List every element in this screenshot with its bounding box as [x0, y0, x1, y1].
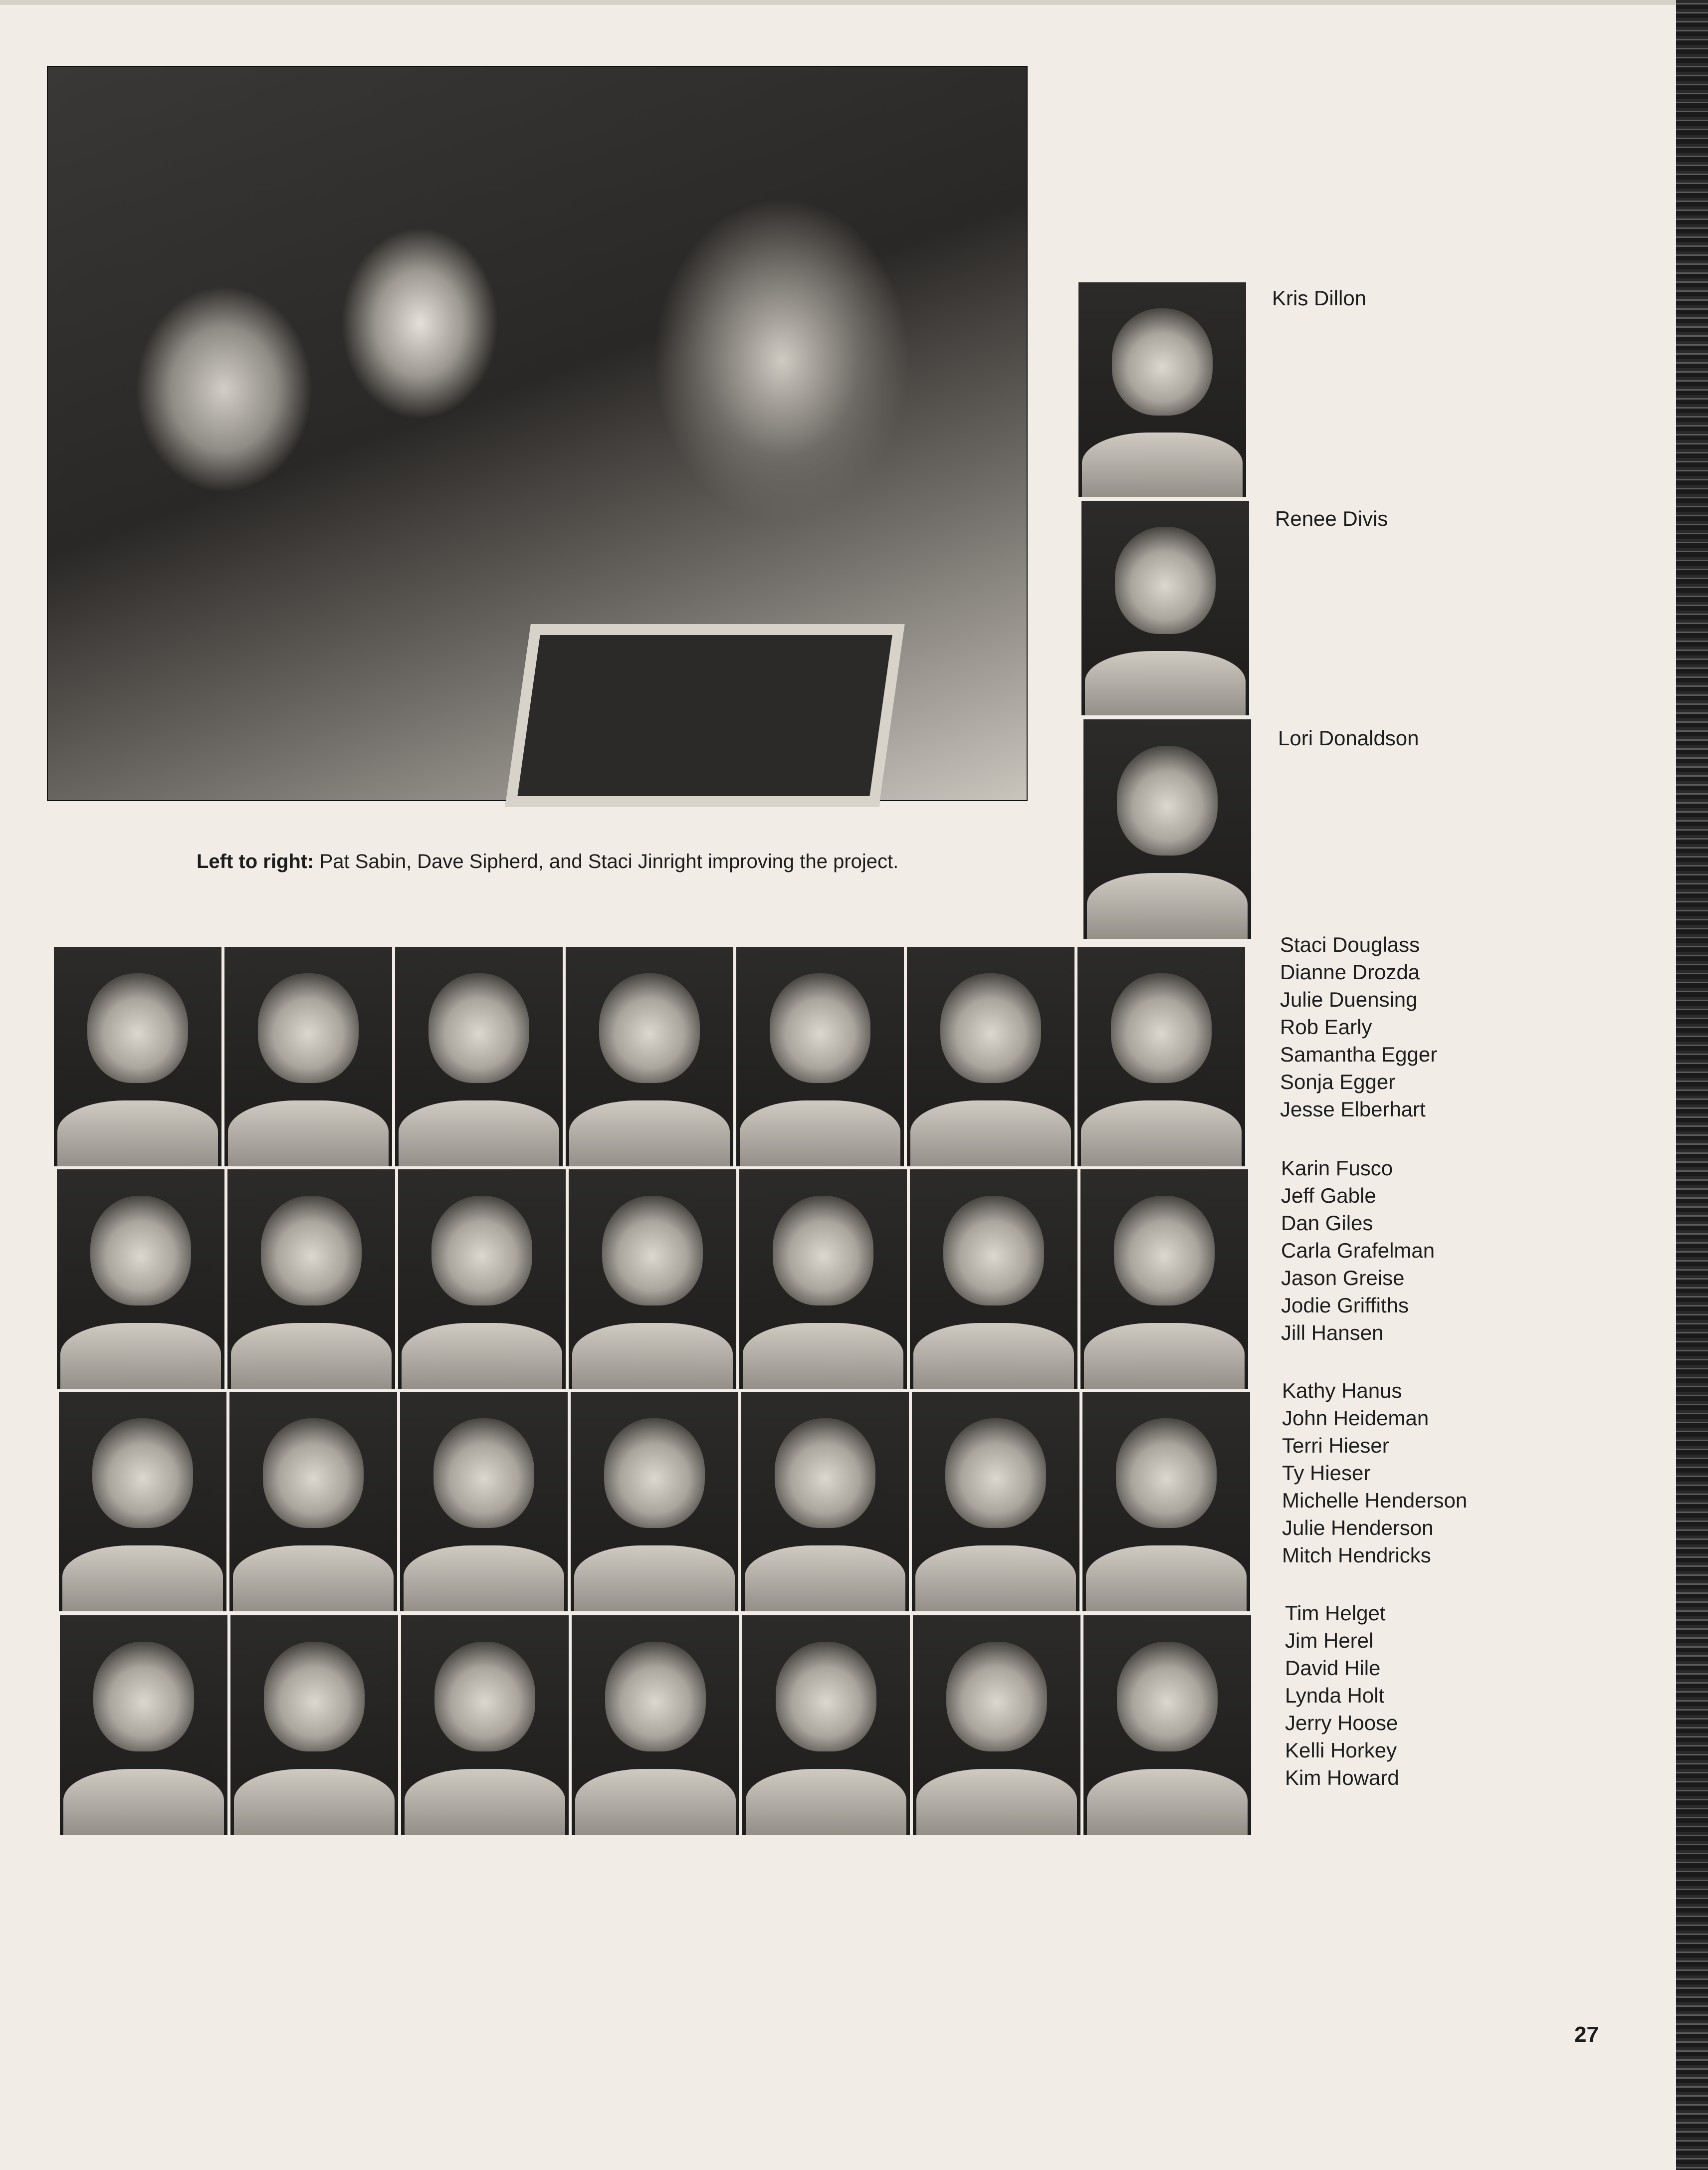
portrait-jodie-griffiths: [910, 1169, 1077, 1389]
list-item: John Heideman: [1282, 1406, 1429, 1430]
portrait-carla-grafelman: [569, 1169, 736, 1389]
name-kris-dillon: Kris Dillon: [1272, 286, 1367, 310]
list-item: Karin Fusco: [1281, 1156, 1393, 1180]
photo-caption: [197, 848, 935, 875]
list-item: Terri Hieser: [1282, 1434, 1389, 1457]
list-item: Dan Giles: [1281, 1211, 1373, 1235]
portrait-staci-douglass: [54, 947, 221, 1166]
portrait-mitch-hendricks: [1082, 1392, 1250, 1611]
page-top-edge: [0, 0, 1676, 5]
portrait-jill-hansen: [1080, 1169, 1248, 1389]
portrait-tim-helget: [60, 1615, 227, 1835]
portrait-karin-fusco: [57, 1169, 224, 1389]
wooden-box: [505, 624, 905, 807]
list-item: David Hile: [1285, 1656, 1381, 1680]
portrait-kelli-horkey: [913, 1615, 1080, 1835]
portrait-dan-giles: [398, 1169, 566, 1389]
name-list-row-4: [1285, 1599, 1399, 1791]
portrait-kim-howard: [1083, 1615, 1251, 1835]
list-item: Tim Helget: [1285, 1601, 1386, 1625]
name-list-row-3: [1282, 1377, 1467, 1569]
portrait-sonja-egger: [907, 947, 1074, 1166]
list-item: Julie Duensing: [1280, 988, 1418, 1011]
caption-text: Pat Sabin, Dave Sipherd, and Staci Jinright improving the project.: [314, 851, 899, 872]
name-lori-donaldson: Lori Donaldson: [1278, 726, 1419, 750]
portrait-lori-donaldson: [1083, 719, 1251, 939]
portrait-jesse-elberhart: [1077, 947, 1245, 1166]
list-item: Jill Hansen: [1281, 1321, 1384, 1344]
name-list-row-2: [1281, 1154, 1435, 1346]
list-item: Jodie Griffiths: [1281, 1294, 1409, 1317]
list-item: Jim Herel: [1285, 1629, 1374, 1652]
list-item: Kim Howard: [1285, 1766, 1399, 1789]
portrait-kathy-hanus: [59, 1392, 226, 1611]
list-item: Kathy Hanus: [1282, 1379, 1402, 1402]
portrait-john-heideman: [229, 1392, 397, 1611]
list-item: Sonja Egger: [1280, 1070, 1396, 1093]
list-item: Mitch Hendricks: [1282, 1543, 1431, 1567]
list-item: Julie Henderson: [1282, 1516, 1434, 1539]
name-list-row-1: [1280, 931, 1437, 1123]
book-spine-edge: [1676, 0, 1708, 2170]
portrait-jim-herel: [230, 1615, 398, 1835]
list-item: Lynda Holt: [1285, 1684, 1385, 1707]
list-item: Carla Grafelman: [1281, 1239, 1435, 1262]
portrait-dianne-drozda: [224, 947, 392, 1166]
list-item: Kelli Horkey: [1285, 1738, 1397, 1762]
portrait-jerry-hoose: [742, 1615, 910, 1835]
shop-class-photo: [48, 67, 1027, 800]
portrait-michelle-henderson: [741, 1392, 909, 1611]
list-item: Rob Early: [1280, 1015, 1372, 1039]
portrait-renee-divis: [1081, 501, 1249, 715]
portrait-julie-duensing: [395, 947, 563, 1166]
list-item: Samantha Egger: [1280, 1043, 1438, 1066]
list-item: Jason Greise: [1281, 1266, 1405, 1290]
list-item: Staci Douglass: [1280, 933, 1420, 956]
list-item: Jesse Elberhart: [1280, 1097, 1426, 1121]
list-item: Ty Hieser: [1282, 1461, 1371, 1485]
portrait-terri-hieser: [400, 1392, 568, 1611]
portrait-lynda-holt: [572, 1615, 739, 1835]
list-item: Dianne Drozda: [1280, 960, 1420, 984]
portrait-david-hile: [401, 1615, 569, 1835]
portrait-ty-hieser: [571, 1392, 738, 1611]
portrait-jason-greise: [739, 1169, 907, 1389]
page-number: 27: [1574, 2022, 1599, 2047]
portrait-julie-henderson: [912, 1392, 1079, 1611]
list-item: Jerry Hoose: [1285, 1711, 1398, 1735]
portrait-kris-dillon: [1078, 282, 1246, 497]
portrait-jeff-gable: [227, 1169, 395, 1389]
list-item: Jeff Gable: [1281, 1184, 1376, 1207]
caption-lead: Left to right:: [197, 851, 314, 872]
portrait-rob-early: [566, 947, 733, 1166]
name-renee-divis: Renee Divis: [1275, 507, 1388, 530]
list-item: Michelle Henderson: [1282, 1489, 1468, 1512]
portrait-samantha-egger: [736, 947, 904, 1166]
